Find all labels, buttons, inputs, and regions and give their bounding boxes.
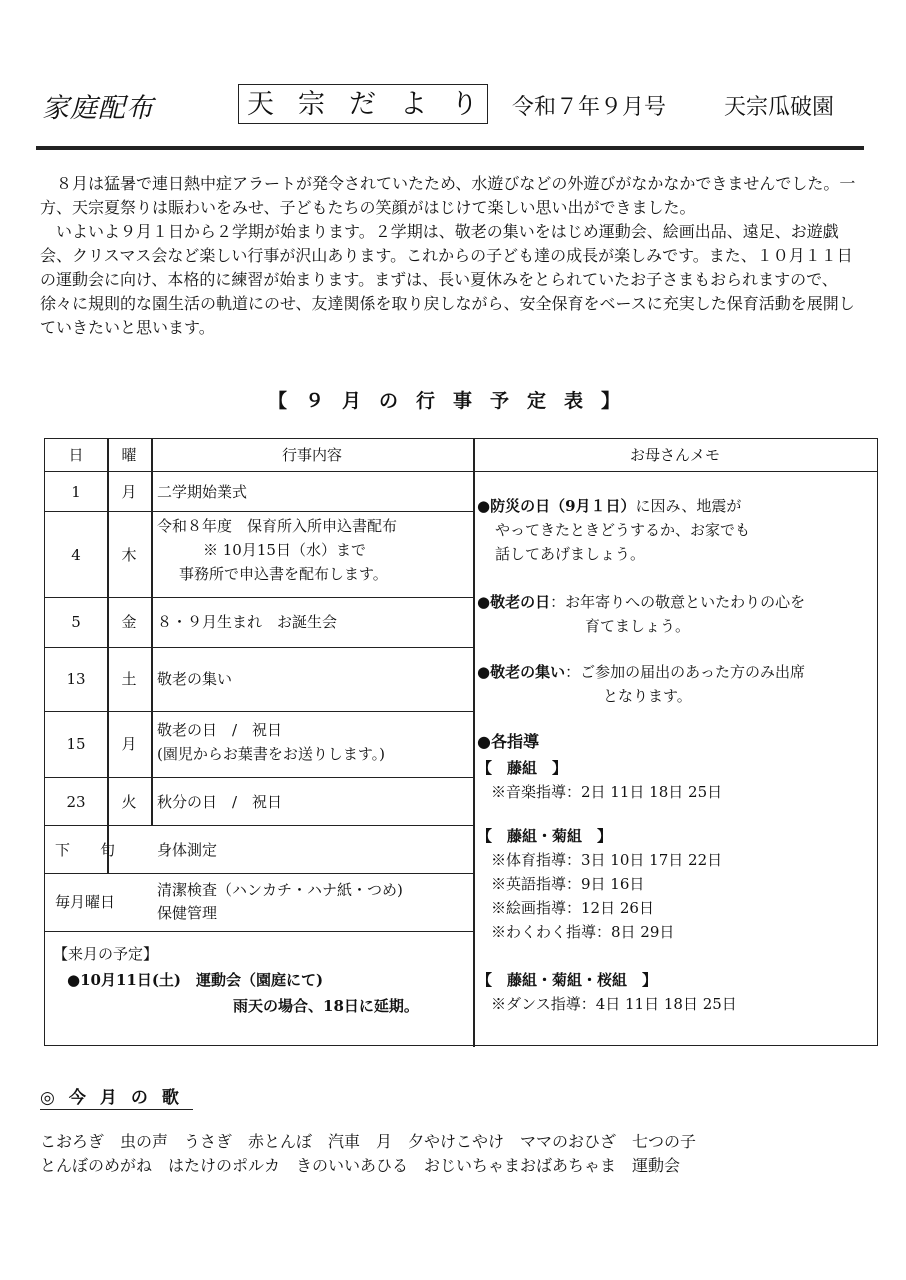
next-month-event: ●10月11日(土) 運動会（園庭にて) bbox=[67, 971, 324, 989]
header-event: 行事内容 bbox=[281, 446, 342, 464]
header-memo: お母さんメモ bbox=[629, 446, 720, 464]
next-month-note: 雨天の場合、18日に延期。 bbox=[233, 997, 419, 1015]
row-divider bbox=[45, 511, 473, 512]
row-divider bbox=[45, 873, 473, 874]
row-day: 1 bbox=[71, 483, 81, 501]
row-event: 秋分の日 / 祝日 bbox=[157, 793, 283, 811]
memo-bousai-line: やってきたときどうするか、お家でも bbox=[495, 521, 751, 539]
memo-bousai: ●防災の日（9月１日）に因み、地震が bbox=[477, 497, 742, 515]
schedule-title: 【９月の行事予定表】 bbox=[267, 390, 638, 412]
row-event: 事務所で申込書を配布します。 bbox=[179, 565, 388, 583]
songs-line: とんぼのめがね はたけのポルカ きのいいあひる おじいちゃまおばあちゃま 運動会 bbox=[40, 1156, 681, 1175]
monthly-label: 毎月曜日 bbox=[55, 893, 116, 911]
row-event: 敬老の日 / 祝日 bbox=[157, 721, 283, 739]
schedule-table bbox=[44, 438, 878, 1046]
row-weekday: 木 bbox=[121, 546, 137, 564]
row-weekday: 火 bbox=[121, 793, 137, 811]
memo-guidance-item: ※わくわく指導：8日 29日 bbox=[491, 923, 675, 941]
distribution-label: 家庭配布 bbox=[42, 93, 154, 124]
row-divider bbox=[45, 597, 473, 598]
row-weekday: 月 bbox=[121, 735, 137, 753]
monthly-event: 保健管理 bbox=[157, 904, 218, 922]
row-divider bbox=[45, 931, 473, 932]
memo-keirou-day: ●敬老の日：お年寄りへの敬意といたわりの心を bbox=[477, 593, 806, 611]
memo-keirou-gathering: ●敬老の集い：ご参加の届出のあった方のみ出席 bbox=[477, 663, 805, 681]
row-divider bbox=[45, 471, 877, 472]
monthly-event: 清潔検査（ハンカチ・ハナ紙・つめ) bbox=[157, 881, 403, 899]
intro-text bbox=[40, 172, 866, 340]
memo-guidance-item: ※英語指導：9日 16日 bbox=[491, 875, 645, 893]
songs-line: こおろぎ 虫の声 うさぎ 赤とんぼ 汽車 月 夕やけこやけ ママのおひざ 七つの子 bbox=[40, 1132, 697, 1151]
row-day: 23 bbox=[66, 793, 86, 811]
late-month-event: 身体測定 bbox=[157, 841, 218, 859]
row-day: 15 bbox=[66, 735, 86, 753]
row-day: 4 bbox=[71, 546, 81, 564]
row-divider bbox=[45, 777, 473, 778]
memo-guidance-title: ●各指導 bbox=[477, 732, 539, 751]
memo-guidance-group: 【 藤組・菊組・桜組 】 bbox=[477, 971, 658, 989]
header-weekday: 曜 bbox=[121, 446, 137, 464]
row-day: 5 bbox=[71, 613, 81, 631]
memo-guidance-item: ※体育指導：3日 10日 17日 22日 bbox=[491, 851, 723, 869]
row-event: 二学期始業式 bbox=[157, 483, 248, 501]
row-divider bbox=[45, 825, 473, 826]
memo-guidance-item: ※絵画指導：12日 26日 bbox=[491, 899, 654, 917]
school-name: 天宗瓜破園 bbox=[724, 95, 835, 120]
row-event: (園児からお葉書をお送りします。) bbox=[157, 745, 386, 763]
memo-keirou-day-line: 育てましょう。 bbox=[585, 617, 691, 635]
row-weekday: 土 bbox=[121, 670, 137, 688]
songs-list bbox=[40, 1130, 870, 1178]
next-month-label: 【来月の予定】 bbox=[53, 945, 159, 963]
col-divider bbox=[151, 439, 153, 825]
songs-title: ◎今月の歌 bbox=[40, 1083, 193, 1110]
issue-label: 令和７年９月号 bbox=[512, 95, 667, 120]
row-event: 令和８年度 保育所入所申込書配布 bbox=[157, 517, 398, 535]
memo-guidance-group: 【 藤組・菊組 】 bbox=[477, 827, 613, 845]
row-weekday: 金 bbox=[121, 613, 137, 631]
row-event: 敬老の集い bbox=[157, 670, 233, 688]
header-divider bbox=[36, 146, 864, 150]
row-day: 13 bbox=[66, 670, 86, 688]
intro-paragraph-1: ８月は猛暑で連日熱中症アラートが発令されていたため、水遊びなどの外遊びがなかなかできませんでした。一方、天宗夏祭りは賑わいをみせ、子どもたちの笑顔がはじけて楽しい思い出ができました。 bbox=[40, 174, 856, 217]
row-event: ※ 10月15日（水）まで bbox=[203, 541, 366, 559]
intro-paragraph-2: いよいよ９月１日から２学期が始まります。２学期は、敬老の集いをはじめ運動会、絵画出品、遠足、お遊戯会、クリスマス会など楽しい行事が沢山あります。これからの子ども達の成長が楽しみです。また、１０月１１日の運動会に向け、本格的に練習が始まります。まずは、長い夏休みをとられていたお子さまもおられますので、徐々に規則的な園生活の軌道にのせ、友達関係を取り戻しながら、安全保育をベースに充実した保育活動を展開していきたいと思います。 bbox=[40, 222, 855, 337]
memo-guidance-item: ※ダンス指導：4日 11日 18日 25日 bbox=[491, 995, 737, 1013]
memo-guidance-group: 【 藤組 】 bbox=[477, 759, 568, 777]
row-divider bbox=[45, 711, 473, 712]
memo-guidance-item: ※音楽指導：2日 11日 18日 25日 bbox=[491, 783, 723, 801]
header-day: 日 bbox=[68, 446, 84, 464]
memo-keirou-gathering-line: となります。 bbox=[603, 687, 692, 705]
row-weekday: 月 bbox=[121, 483, 137, 501]
row-event: ８・９月生まれ お誕生会 bbox=[157, 613, 338, 631]
memo-bousai-line: 話してあげましょう。 bbox=[495, 545, 646, 563]
col-divider bbox=[473, 439, 475, 1047]
newsletter-title: 天宗だより bbox=[238, 84, 488, 124]
late-month-label: 下 旬 bbox=[55, 841, 116, 859]
row-divider bbox=[45, 647, 473, 648]
